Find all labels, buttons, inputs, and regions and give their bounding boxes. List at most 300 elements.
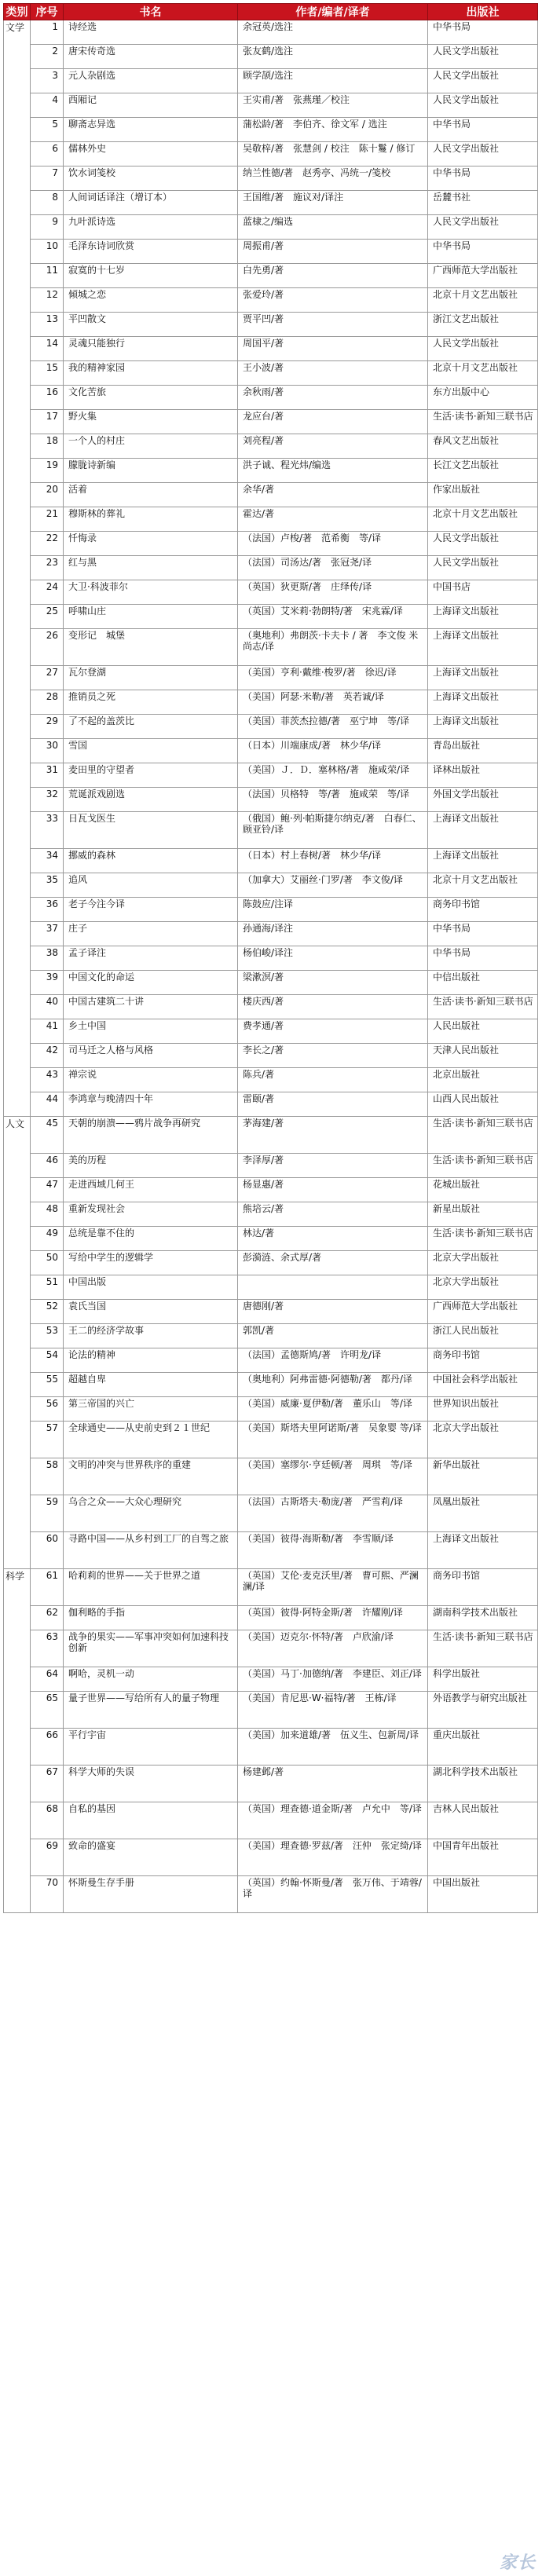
book-publisher: 中华书局 <box>428 240 538 264</box>
book-author: 刘亮程/著 <box>238 434 428 459</box>
table-row <box>4 483 538 507</box>
row-number: 22 <box>31 532 64 556</box>
row-number: 56 <box>31 1397 64 1422</box>
book-title: 美的历程 <box>64 1154 238 1178</box>
book-title: 王二的经济学故事 <box>64 1324 238 1348</box>
row-number: 10 <box>31 240 64 264</box>
book-title: 麦田里的守望者 <box>64 763 238 788</box>
table-row <box>4 1275 538 1300</box>
book-author: 王实甫/著 张燕瑾／校注 <box>238 93 428 118</box>
book-title: 总统是靠不住的 <box>64 1227 238 1251</box>
header-number: 序号 <box>31 4 64 20</box>
book-title: 九叶派诗选 <box>64 215 238 240</box>
book-title: 活着 <box>64 483 238 507</box>
book-author <box>238 1275 428 1300</box>
book-author: 余华/著 <box>238 483 428 507</box>
book-title: 红与黑 <box>64 556 238 580</box>
book-publisher: 生活·读书·新知三联书店 <box>428 410 538 434</box>
table-row <box>4 1044 538 1068</box>
book-publisher: 生活·读书·新知三联书店 <box>428 1117 538 1154</box>
table-row <box>4 995 538 1019</box>
table-row <box>4 1422 538 1458</box>
book-author: 张友鹤/选注 <box>238 45 428 69</box>
row-number: 16 <box>31 386 64 410</box>
table-row <box>4 1876 538 1913</box>
book-author: （美国）阿瑟·米勒/著 英若诚/译 <box>238 690 428 715</box>
table-row <box>4 313 538 337</box>
header-publisher: 出版社 <box>428 4 538 20</box>
book-title: 中国古建筑二十讲 <box>64 995 238 1019</box>
row-number: 47 <box>31 1178 64 1202</box>
row-number: 28 <box>31 690 64 715</box>
book-author: 林达/著 <box>238 1227 428 1251</box>
table-row <box>4 1495 538 1532</box>
row-number: 1 <box>31 20 64 45</box>
book-publisher: 上海译文出版社 <box>428 849 538 873</box>
book-author: 龙应台/著 <box>238 410 428 434</box>
header-title: 书名 <box>64 4 238 20</box>
row-number: 41 <box>31 1019 64 1044</box>
book-publisher: 人民出版社 <box>428 1019 538 1044</box>
book-title: 变形记 城堡 <box>64 629 238 666</box>
book-author: 彭漪涟、余式厚/著 <box>238 1251 428 1275</box>
book-title: 全球通史——从史前史到２１世纪 <box>64 1422 238 1458</box>
category-cell: 科学 <box>4 1569 31 1913</box>
book-publisher: 中华书局 <box>428 118 538 142</box>
book-author: 周振甫/著 <box>238 240 428 264</box>
row-number: 24 <box>31 580 64 605</box>
book-publisher: 商务印书馆 <box>428 1569 538 1606</box>
book-author: （法国）孟德斯鸠/著 许明龙/译 <box>238 1348 428 1373</box>
book-title: 挪威的森林 <box>64 849 238 873</box>
table-row <box>4 873 538 898</box>
book-author: 余秋雨/著 <box>238 386 428 410</box>
book-author: （日本）川端康成/著 林少华/译 <box>238 739 428 763</box>
row-number: 29 <box>31 715 64 739</box>
book-publisher: 凤凰出版社 <box>428 1495 538 1532</box>
table-row <box>4 288 538 313</box>
table-row <box>4 1373 538 1397</box>
book-publisher: 北京十月文艺出版社 <box>428 288 538 313</box>
book-author: （日本）村上春树/著 林少华/译 <box>238 849 428 873</box>
row-number: 51 <box>31 1275 64 1300</box>
book-author: 梁漱溟/著 <box>238 971 428 995</box>
row-number: 66 <box>31 1729 64 1766</box>
table-row <box>4 410 538 434</box>
book-author: （美国）Ｊ．Ｄ．塞林格/著 施咸荣/译 <box>238 763 428 788</box>
book-publisher: 生活·读书·新知三联书店 <box>428 995 538 1019</box>
book-title: 呼啸山庄 <box>64 605 238 629</box>
table-row <box>4 1019 538 1044</box>
book-title: 穆斯林的葬礼 <box>64 507 238 532</box>
row-number: 11 <box>31 264 64 288</box>
book-publisher: 浙江文艺出版社 <box>428 313 538 337</box>
table-row <box>4 629 538 666</box>
book-author: 余冠英/选注 <box>238 20 428 45</box>
book-title: 老子今注今译 <box>64 898 238 922</box>
table-row <box>4 922 538 946</box>
book-title: 大卫·科波菲尔 <box>64 580 238 605</box>
book-publisher: 中国青年出版社 <box>428 1839 538 1876</box>
row-number: 46 <box>31 1154 64 1178</box>
table-row <box>4 1729 538 1766</box>
table-row <box>4 1532 538 1569</box>
book-title: 自私的基因 <box>64 1802 238 1839</box>
table-row <box>4 1300 538 1324</box>
table-header <box>4 4 538 20</box>
book-title: 雪国 <box>64 739 238 763</box>
book-title: 西厢记 <box>64 93 238 118</box>
book-publisher: 北京大学出版社 <box>428 1251 538 1275</box>
row-number: 3 <box>31 69 64 93</box>
row-number: 70 <box>31 1876 64 1913</box>
book-publisher: 北京大学出版社 <box>428 1422 538 1458</box>
row-number: 49 <box>31 1227 64 1251</box>
row-number: 13 <box>31 313 64 337</box>
row-number: 57 <box>31 1422 64 1458</box>
table-row <box>4 946 538 971</box>
category-cell: 人文 <box>4 1117 31 1569</box>
book-title: 司马迁之人格与风格 <box>64 1044 238 1068</box>
book-title: 朦胧诗新编 <box>64 459 238 483</box>
book-author: 陈鼓应/注译 <box>238 898 428 922</box>
book-author: 纳兰性德/著 赵秀亭、冯统一/笺校 <box>238 166 428 191</box>
table-row <box>4 788 538 812</box>
book-publisher: 生活·读书·新知三联书店 <box>428 1227 538 1251</box>
row-number: 67 <box>31 1766 64 1802</box>
table-row <box>4 1068 538 1092</box>
table-body <box>4 20 538 1913</box>
book-author: 白先勇/著 <box>238 264 428 288</box>
table-row <box>4 142 538 166</box>
book-publisher: 青岛出版社 <box>428 739 538 763</box>
row-number: 2 <box>31 45 64 69</box>
row-number: 61 <box>31 1569 64 1606</box>
book-publisher: 人民文学出版社 <box>428 93 538 118</box>
row-number: 60 <box>31 1532 64 1569</box>
row-number: 25 <box>31 605 64 629</box>
book-title: 瓦尔登湖 <box>64 666 238 690</box>
book-publisher: 北京十月文艺出版社 <box>428 361 538 386</box>
header-row <box>4 4 538 20</box>
book-publisher: 上海译文出版社 <box>428 690 538 715</box>
table-row <box>4 580 538 605</box>
book-author: 霍达/著 <box>238 507 428 532</box>
book-title: 倾城之恋 <box>64 288 238 313</box>
book-author: （法国）司汤达/著 张冠尧/译 <box>238 556 428 580</box>
table-row <box>4 1569 538 1606</box>
book-title: 忏悔录 <box>64 532 238 556</box>
watermark-logo: 家长 <box>499 2553 536 2573</box>
book-author: 熊培云/著 <box>238 1202 428 1227</box>
book-publisher: 重庆出版社 <box>428 1729 538 1766</box>
table-row <box>4 1178 538 1202</box>
row-number: 34 <box>31 849 64 873</box>
book-publisher: 湖南科学技术出版社 <box>428 1606 538 1630</box>
book-author: 吴敬梓/著 张慧剑 / 校注 陈十鬘 / 修订 <box>238 142 428 166</box>
table-row <box>4 337 538 361</box>
table-row <box>4 1202 538 1227</box>
row-number: 17 <box>31 410 64 434</box>
row-number: 14 <box>31 337 64 361</box>
book-title: 荒诞派戏剧选 <box>64 788 238 812</box>
book-publisher: 上海译文出版社 <box>428 715 538 739</box>
book-publisher: 商务印书馆 <box>428 1348 538 1373</box>
book-title: 中国出版 <box>64 1275 238 1300</box>
book-author: 陈兵/著 <box>238 1068 428 1092</box>
book-author: （美国）肯尼思·W·福特/著 王栋/译 <box>238 1692 428 1729</box>
book-author: 贾平凹/著 <box>238 313 428 337</box>
book-publisher: 生活·读书·新知三联书店 <box>428 1154 538 1178</box>
table-row <box>4 739 538 763</box>
book-list-table <box>3 3 538 1913</box>
book-title: 重新发现社会 <box>64 1202 238 1227</box>
row-number: 7 <box>31 166 64 191</box>
table-row <box>4 93 538 118</box>
book-author: （俄国）鲍·列·帕斯捷尔纳克/著 白春仁、顾亚铃/译 <box>238 812 428 849</box>
table-row <box>4 45 538 69</box>
row-number: 8 <box>31 191 64 215</box>
book-title: 追风 <box>64 873 238 898</box>
book-publisher: 春风文艺出版社 <box>428 434 538 459</box>
table-row <box>4 763 538 788</box>
book-publisher: 北京出版社 <box>428 1068 538 1092</box>
book-author: （英国）艾伦·麦克沃里/著 曹可熙、严澜澜/译 <box>238 1569 428 1606</box>
row-number: 59 <box>31 1495 64 1532</box>
book-author: 洪子诚、程光炜/编选 <box>238 459 428 483</box>
table-row <box>4 971 538 995</box>
row-number: 15 <box>31 361 64 386</box>
table-row <box>4 715 538 739</box>
row-number: 52 <box>31 1300 64 1324</box>
book-title: 禅宗说 <box>64 1068 238 1092</box>
table-row <box>4 1630 538 1667</box>
book-title: 天朝的崩溃——鸦片战争再研究 <box>64 1117 238 1154</box>
book-publisher: 新星出版社 <box>428 1202 538 1227</box>
book-author: 周国平/著 <box>238 337 428 361</box>
table-row <box>4 507 538 532</box>
table-row <box>4 1802 538 1839</box>
book-author: （美国）彼得·海斯勒/著 李雪顺/译 <box>238 1532 428 1569</box>
table-row <box>4 361 538 386</box>
book-title: 毛泽东诗词欣赏 <box>64 240 238 264</box>
book-publisher: 上海译文出版社 <box>428 812 538 849</box>
row-number: 50 <box>31 1251 64 1275</box>
book-title: 聊斋志异选 <box>64 118 238 142</box>
book-publisher: 天津人民出版社 <box>428 1044 538 1068</box>
book-publisher: 北京大学出版社 <box>428 1275 538 1300</box>
book-publisher: 外语教学与研究出版社 <box>428 1692 538 1729</box>
book-title: 儒林外史 <box>64 142 238 166</box>
book-author: 蒲松龄/著 李伯齐、徐文军 / 选注 <box>238 118 428 142</box>
book-title: 致命的盛宴 <box>64 1839 238 1876</box>
header-author: 作者/编者/译者 <box>238 4 428 20</box>
book-title: 第三帝国的兴亡 <box>64 1397 238 1422</box>
table-row <box>4 1766 538 1802</box>
book-author: （英国）彼得·阿特金斯/著 许耀刚/译 <box>238 1606 428 1630</box>
book-title: 元人杂剧选 <box>64 69 238 93</box>
table-row <box>4 1606 538 1630</box>
book-title: 寻路中国——从乡村到工厂的自驾之旅 <box>64 1532 238 1569</box>
book-publisher: 广西师范大学出版社 <box>428 264 538 288</box>
book-publisher: 广西师范大学出版社 <box>428 1300 538 1324</box>
row-number: 18 <box>31 434 64 459</box>
page <box>3 3 537 1913</box>
book-author: （美国）理查德·罗兹/著 汪仲 张定绮/译 <box>238 1839 428 1876</box>
book-author: 茅海建/著 <box>238 1117 428 1154</box>
book-author: 王小波/著 <box>238 361 428 386</box>
book-publisher: 上海译文出版社 <box>428 1532 538 1569</box>
book-publisher: 人民文学出版社 <box>428 142 538 166</box>
book-title: 科学大师的失误 <box>64 1766 238 1802</box>
book-author: 费孝通/著 <box>238 1019 428 1044</box>
book-title: 唐宋传奇选 <box>64 45 238 69</box>
row-number: 20 <box>31 483 64 507</box>
table-row <box>4 20 538 45</box>
book-publisher: 花城出版社 <box>428 1178 538 1202</box>
row-number: 62 <box>31 1606 64 1630</box>
table-row <box>4 215 538 240</box>
row-number: 33 <box>31 812 64 849</box>
book-title: 庄子 <box>64 922 238 946</box>
row-number: 58 <box>31 1458 64 1495</box>
book-title: 人间词话译注（增订本） <box>64 191 238 215</box>
book-author: 张爱玲/著 <box>238 288 428 313</box>
book-author: （英国）艾米莉·勃朗特/著 宋兆霖/译 <box>238 605 428 629</box>
book-publisher: 生活·读书·新知三联书店 <box>428 1630 538 1667</box>
row-number: 48 <box>31 1202 64 1227</box>
row-number: 27 <box>31 666 64 690</box>
row-number: 19 <box>31 459 64 483</box>
table-row <box>4 898 538 922</box>
book-title: 中国文化的命运 <box>64 971 238 995</box>
book-title: 平凹散文 <box>64 313 238 337</box>
table-row <box>4 1154 538 1178</box>
book-publisher: 中信出版社 <box>428 971 538 995</box>
book-title: 写给中学生的逻辑学 <box>64 1251 238 1275</box>
table-row <box>4 812 538 849</box>
table-row <box>4 434 538 459</box>
table-row <box>4 264 538 288</box>
book-author: 唐德刚/著 <box>238 1300 428 1324</box>
book-title: 袁氏当国 <box>64 1300 238 1324</box>
table-row <box>4 1458 538 1495</box>
book-title: 战争的果实——军事冲突如何加速科技创新 <box>64 1630 238 1667</box>
row-number: 38 <box>31 946 64 971</box>
book-author: （法国）卢梭/著 范希衡 等/译 <box>238 532 428 556</box>
row-number: 32 <box>31 788 64 812</box>
row-number: 53 <box>31 1324 64 1348</box>
book-publisher: 东方出版中心 <box>428 386 538 410</box>
table-row <box>4 605 538 629</box>
table-row <box>4 166 538 191</box>
row-number: 64 <box>31 1667 64 1692</box>
book-author: 雷颐/著 <box>238 1092 428 1117</box>
table-row <box>4 459 538 483</box>
book-publisher: 世界知识出版社 <box>428 1397 538 1422</box>
row-number: 5 <box>31 118 64 142</box>
row-number: 55 <box>31 1373 64 1397</box>
row-number: 26 <box>31 629 64 666</box>
book-title: 啊哈，灵机一动 <box>64 1667 238 1692</box>
book-publisher: 中国出版社 <box>428 1876 538 1913</box>
book-publisher: 人民文学出版社 <box>428 337 538 361</box>
book-publisher: 中国书店 <box>428 580 538 605</box>
book-title: 论法的精神 <box>64 1348 238 1373</box>
row-number: 65 <box>31 1692 64 1729</box>
row-number: 12 <box>31 288 64 313</box>
table-row <box>4 69 538 93</box>
row-number: 6 <box>31 142 64 166</box>
book-title: 饮水词笺校 <box>64 166 238 191</box>
book-title: 超越自卑 <box>64 1373 238 1397</box>
book-publisher: 浙江人民出版社 <box>428 1324 538 1348</box>
book-publisher: 山西人民出版社 <box>428 1092 538 1117</box>
book-author: 顾学颉/选注 <box>238 69 428 93</box>
book-author: （美国）迈克尔·怀特/著 卢欣渝/译 <box>238 1630 428 1667</box>
book-author: 杨建邺/著 <box>238 1766 428 1802</box>
book-author: 王国维/著 施议对/译注 <box>238 191 428 215</box>
table-row <box>4 191 538 215</box>
book-publisher: 译林出版社 <box>428 763 538 788</box>
book-publisher: 中国社会科学出版社 <box>428 1373 538 1397</box>
book-author: （美国）菲茨杰拉德/著 巫宁坤 等/译 <box>238 715 428 739</box>
book-author: （英国）狄更斯/著 庄绎传/译 <box>238 580 428 605</box>
book-title: 文明的冲突与世界秩序的重建 <box>64 1458 238 1495</box>
row-number: 30 <box>31 739 64 763</box>
row-number: 63 <box>31 1630 64 1667</box>
book-publisher: 上海译文出版社 <box>428 666 538 690</box>
table-row <box>4 1117 538 1154</box>
table-row <box>4 1839 538 1876</box>
book-author: （美国）加来道雄/著 伍义生、包新周/译 <box>238 1729 428 1766</box>
book-author: （加拿大）艾丽丝·门罗/著 李文俊/译 <box>238 873 428 898</box>
book-publisher: 人民文学出版社 <box>428 45 538 69</box>
row-number: 40 <box>31 995 64 1019</box>
book-title: 伽利略的手指 <box>64 1606 238 1630</box>
book-author: （奥地利）弗朗茨·卡夫卡 / 著 李文俊 米尚志/译 <box>238 629 428 666</box>
row-number: 35 <box>31 873 64 898</box>
book-title: 一个人的村庄 <box>64 434 238 459</box>
book-title: 走进西域几何王 <box>64 1178 238 1202</box>
row-number: 69 <box>31 1839 64 1876</box>
book-publisher: 作家出版社 <box>428 483 538 507</box>
header-category: 类别 <box>4 4 31 20</box>
book-author: 郭凯/著 <box>238 1324 428 1348</box>
book-author: 楼庆西/著 <box>238 995 428 1019</box>
book-author: 李泽厚/著 <box>238 1154 428 1178</box>
book-title: 哈莉莉的世界——关于世界之道 <box>64 1569 238 1606</box>
book-publisher: 人民文学出版社 <box>428 215 538 240</box>
book-author: （奥地利）阿弗雷德·阿德勒/著 都丹/译 <box>238 1373 428 1397</box>
book-title: 文化苦旅 <box>64 386 238 410</box>
row-number: 43 <box>31 1068 64 1092</box>
book-author: （法国）古斯塔夫·勒庞/著 严雪莉/译 <box>238 1495 428 1532</box>
table-row <box>4 1348 538 1373</box>
row-number: 42 <box>31 1044 64 1068</box>
book-title: 乌合之众——大众心理研究 <box>64 1495 238 1532</box>
category-cell: 文学 <box>4 20 31 1117</box>
table-row <box>4 1397 538 1422</box>
table-row <box>4 849 538 873</box>
book-title: 平行宇宙 <box>64 1729 238 1766</box>
book-publisher: 吉林人民出版社 <box>428 1802 538 1839</box>
book-author: （美国）亨利·戴维·梭罗/著 徐迟/译 <box>238 666 428 690</box>
book-author: 杨伯峻/译注 <box>238 946 428 971</box>
row-number: 36 <box>31 898 64 922</box>
table-row <box>4 118 538 142</box>
table-row <box>4 1667 538 1692</box>
